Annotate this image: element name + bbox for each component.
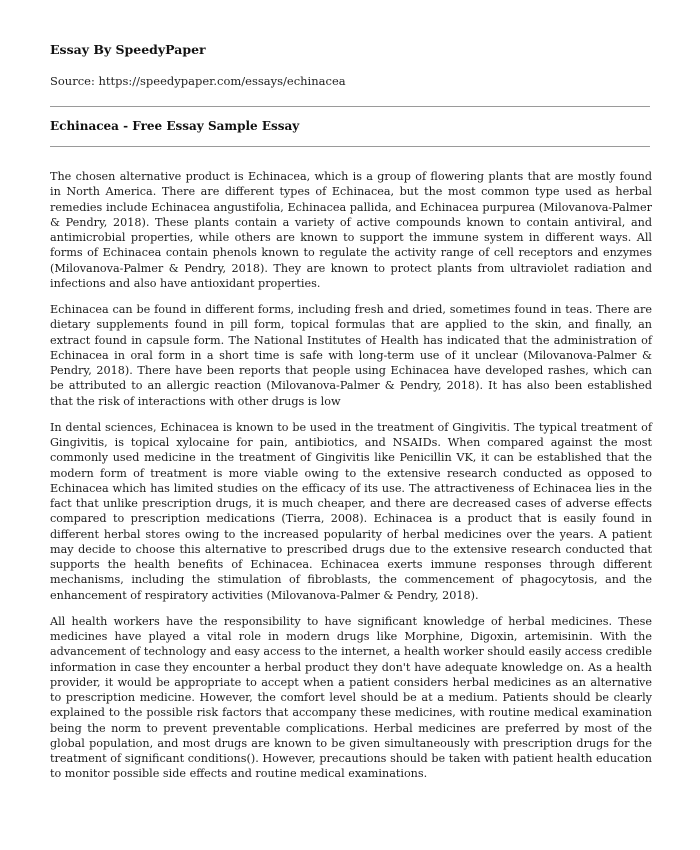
essay-body [50, 169, 652, 793]
essay-paragraph-2: Echinacea can be found in different forms, including fresh and dried, sometimes found in teas. There are dietary supplements found in pill form, topical formulas that are applied to the skin, and finally, an extract found in capsule form. The National Institutes of Health has indicated that the administration of Echinacea in oral form in a short time is safe with long-term use of it unclear (Milovanova-Palmer & Pendry, 2018). There have been reports that people using Echinacea have developed rashes, which can be attributed to an allergic reaction (Milovanova-Palmer & Pendry, 2018). It has also been established that the risk of interactions with other drugs is low [50, 303, 652, 408]
essay-paragraph-3: In dental sciences, Echinacea is known to be used in the treatment of Gingivitis. The typical treatment of Gingivitis, is topical xylocaine for pain, antibiotics, and NSAIDs. When compared against the most commonly used medicine in the treatment of Gingivitis like Penicillin VK, it can be established that the modern form of treatment is more viable owing to the extensive research conducted as opposed to Echinacea which has limited studies on the efficacy of its use. The attractiveness of Echinacea lies in the fact that unlike prescription drugs, it is much cheaper, and there are decreased cases of adverse effects compared to prescription medications (Tierra, 2008). Echinacea is a product that is easily found in different herbal stores owing to the increased popularity of herbal medicines over the years. A patient may decide to choose this alternative to prescribed drugs due to the extensive research conducted that supports the health benefits of Echinacea. Echinacea exerts immune responses through different mechanisms, including the stimulation of fibroblasts, the commencement of phagocytosis, and the enhancement of respiratory activities (Milovanova-Palmer & Pendry, 2018). [50, 420, 652, 602]
essay-title: Echinacea - Free Essay Sample Essay [50, 119, 300, 133]
source-line: Source: https://speedypaper.com/essays/echinacea [50, 74, 346, 88]
title-divider [50, 146, 650, 147]
document-header-title: Essay By SpeedyPaper [50, 42, 206, 57]
essay-paragraph-1: The chosen alternative product is Echinacea, which is a group of flowering plants that are mostly found in North America. There are different types of Echinacea, but the most common type used as herbal remedies include Echinacea angustifolia, Echinacea pallida, and Echinacea purpurea (Milovanova-Palmer & Pendry, 2018). These plants contain a variety of active compounds known to contain antiviral, and antimicrobial properties, while others are known to support the immune system in different ways. All forms of Echinacea contain phenols known to regulate the activity range of cell receptors and enzymes (Milovanova-Palmer & Pendry, 2018). They are known to protect plants from ultraviolet radiation and infections and also have antioxidant properties. [50, 170, 652, 290]
essay-paragraph-4: All health workers have the responsibility to have significant knowledge of herbal medicines. These medicines have played a vital role in modern drugs like Morphine, Digoxin, artemisinin. With the advancement of technology and easy access to the internet, a health worker should easily access credible information in case they encounter a herbal product they don't have adequate knowledge on. As a health provider, it would be appropriate to accept when a patient considers herbal medicines as an alternative to prescription medicine. However, the comfort level should be at a medium. Patients should be clearly explained to the possible risk factors that accompany these medicines, with routine medical examination being the norm to prevent preventable complications. Herbal medicines are preferred by most of the global population, and most drugs are known to be given simultaneously with prescription drugs for the treatment of significant conditions(). However, precautions should be taken with patient health education to monitor possible side effects and routine medical examinations. [50, 614, 652, 781]
header-divider [50, 106, 650, 107]
